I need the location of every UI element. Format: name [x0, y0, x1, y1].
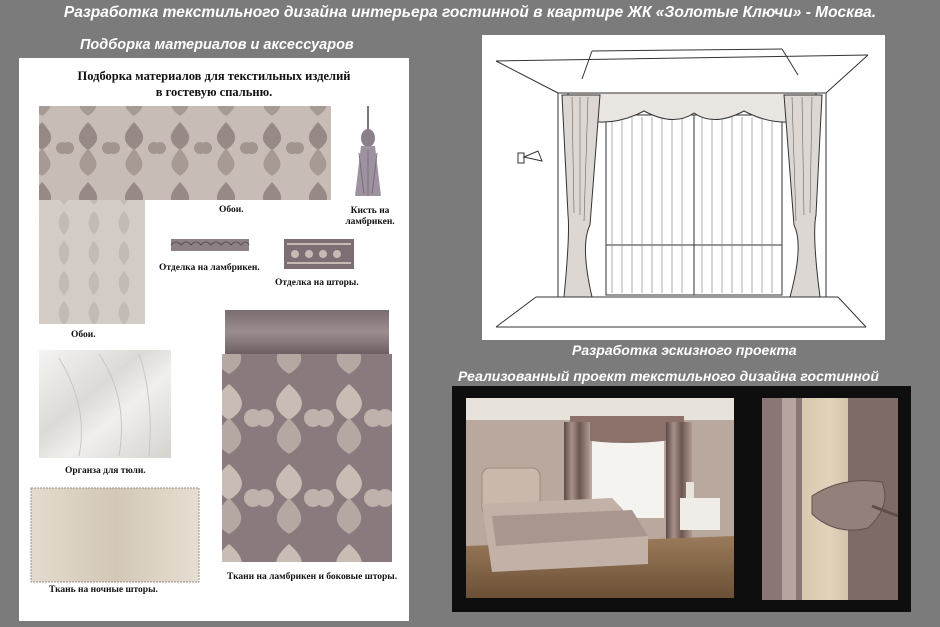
sconce-icon	[518, 151, 542, 163]
label-organza: Органза для тюли.	[65, 466, 146, 476]
board-title-line1: Подборка материалов для текстильных изделий	[77, 69, 351, 83]
label-wallpaper-left: Обои.	[71, 330, 96, 340]
trim-curtains-swatch	[284, 239, 354, 269]
label-wallpaper-top: Обои.	[219, 205, 244, 215]
label-trim-curtains: Отделка на шторы.	[275, 278, 359, 288]
materials-board	[19, 58, 409, 621]
photo-caption: Реализованный проект текстильного дизайна гостинной	[458, 368, 879, 384]
label-night-curtains: Ткань на ночные шторы.	[49, 585, 158, 595]
realized-photos	[452, 386, 911, 612]
photo-panel	[452, 386, 911, 612]
sketch-drawing	[482, 35, 885, 340]
label-tassel-line2: ламбрикен.	[345, 217, 395, 227]
label-lambrequin-fabric: Ткани на ламбрикен и боковые шторы.	[227, 572, 398, 582]
sketch-lambrequin	[568, 93, 816, 122]
trim-lambrequin-swatch	[171, 239, 249, 251]
night-curtains-swatch	[31, 488, 199, 582]
room-sketch	[482, 35, 885, 340]
sketch-left-curtain	[562, 95, 600, 297]
curtain-detail-photo	[762, 398, 898, 600]
wallpaper-top-swatch	[39, 106, 331, 200]
label-tassel	[343, 206, 397, 228]
lambrequin-fabric-strip	[225, 310, 389, 354]
main-title: Разработка текстильного дизайна интерьера гостинной в квартире ЖК «Золотые Ключи» - Москва.	[63, 4, 877, 21]
label-tassel-line1: Кисть на	[350, 206, 390, 216]
bedroom-photo	[466, 398, 734, 598]
sketch-right-curtain	[784, 95, 822, 297]
lambrequin-fabric-swatch	[222, 354, 392, 562]
materials-heading: Подборка материалов и аксессуаров	[80, 37, 354, 53]
sketch-caption: Разработка эскизного проекта	[572, 342, 797, 358]
board-title-line2: в гостевую спальню.	[155, 85, 273, 99]
tassel-swatch	[355, 106, 381, 196]
label-trim-lambrequin: Отделка на ламбрикен.	[159, 263, 260, 273]
wallpaper-left-swatch	[39, 200, 145, 324]
organza-swatch	[39, 350, 171, 458]
